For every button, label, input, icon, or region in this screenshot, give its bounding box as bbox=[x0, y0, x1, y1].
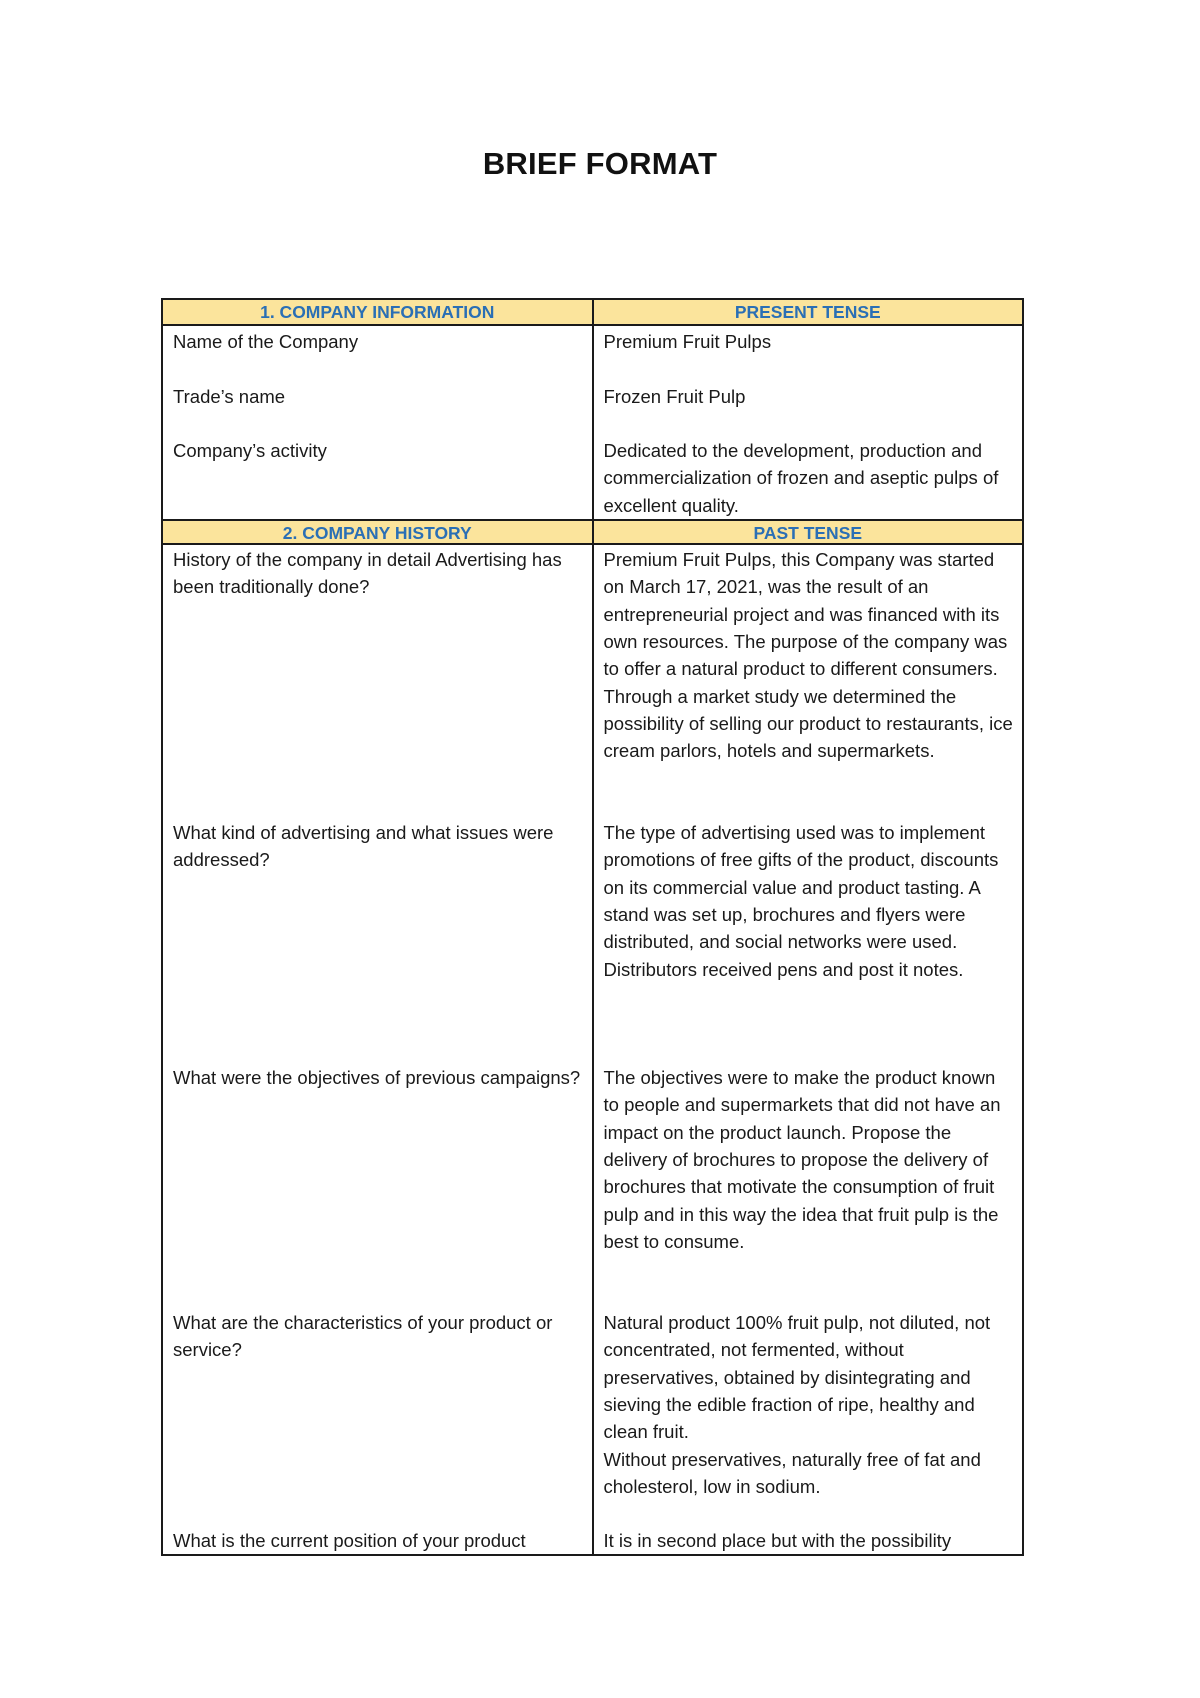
answer-characteristics-extra: Without preservatives, naturally free of fat and cholesterol, low in sodium. bbox=[603, 1448, 981, 1497]
company-history-answers bbox=[594, 545, 1023, 1554]
question-current-position: What is the current position of your product bbox=[173, 1530, 526, 1552]
section-header-company-history bbox=[163, 519, 1022, 545]
answer-history: Premium Fruit Pulps, this Company was started on March 17, 2021, was the result of an entrepreneurial project and was financed with its own resources. The purpose of the company was to offer a natural product to different consumers. Through a market study we determined the possibility of selling our product to restaurants, ice cream parlors, hotels and supermarkets. bbox=[603, 549, 1013, 762]
question-history: History of the company in detail Advertising has been traditionally done? bbox=[173, 549, 562, 598]
question-objectives: What were the objectives of previous campaigns? bbox=[173, 1067, 581, 1089]
label-trade-name: Trade’s name bbox=[173, 385, 286, 407]
company-history-body bbox=[163, 545, 1022, 1554]
label-company-name: Name of the Company bbox=[173, 331, 359, 352]
answer-current-position: It is in second place but with the possibility bbox=[603, 1530, 952, 1552]
header-past-tense: PAST TENSE bbox=[753, 523, 863, 544]
header-company-information: 1. COMPANY INFORMATION bbox=[163, 300, 594, 324]
question-characteristics: What are the characteristics of your product or service? bbox=[173, 1312, 553, 1361]
answer-characteristics: Natural product 100% fruit pulp, not diluted, not concentrated, not fermented, without preservatives, obtained by disintegrating and sieving the edible fraction of ripe, healthy and clean fruit. bbox=[603, 1312, 991, 1443]
company-information-labels bbox=[163, 326, 594, 519]
question-advertising-kind: What kind of advertising and what issues were addressed? bbox=[173, 822, 554, 871]
company-information-body bbox=[163, 326, 1022, 519]
label-company-activity: Company’s activity bbox=[173, 440, 327, 462]
header-company-history: 2. COMPANY HISTORY bbox=[163, 521, 594, 543]
brief-table bbox=[161, 298, 1024, 1556]
section-header-company-information bbox=[163, 300, 1022, 326]
value-trade-name: Frozen Fruit Pulp bbox=[603, 385, 746, 407]
value-company-activity: Dedicated to the development, production and commercialization of frozen and aseptic pulps of excellent quality. bbox=[603, 440, 999, 516]
value-company-name: Premium Fruit Pulps bbox=[603, 331, 772, 352]
header-present-tense: PRESENT TENSE bbox=[734, 302, 881, 322]
answer-advertising-kind: The type of advertising used was to implement promotions of free gifts of the product, discounts on its commercial value and product tasting. A stand was set up, brochures and flyers were distributed, and social networks were used. Distributors received pens and post it notes. bbox=[603, 822, 999, 980]
company-information-values bbox=[594, 326, 1023, 519]
page-title: BRIEF FORMAT bbox=[482, 146, 718, 181]
company-history-questions bbox=[163, 545, 594, 1554]
answer-objectives: The objectives were to make the product known to people and supermarkets that did not have an impact on the product launch. Propose the delivery of brochures to propose the delivery of brochures that motivate the consumption of fruit pulp and in this way the idea that fruit pulp is the best to consume. bbox=[603, 1067, 1001, 1252]
